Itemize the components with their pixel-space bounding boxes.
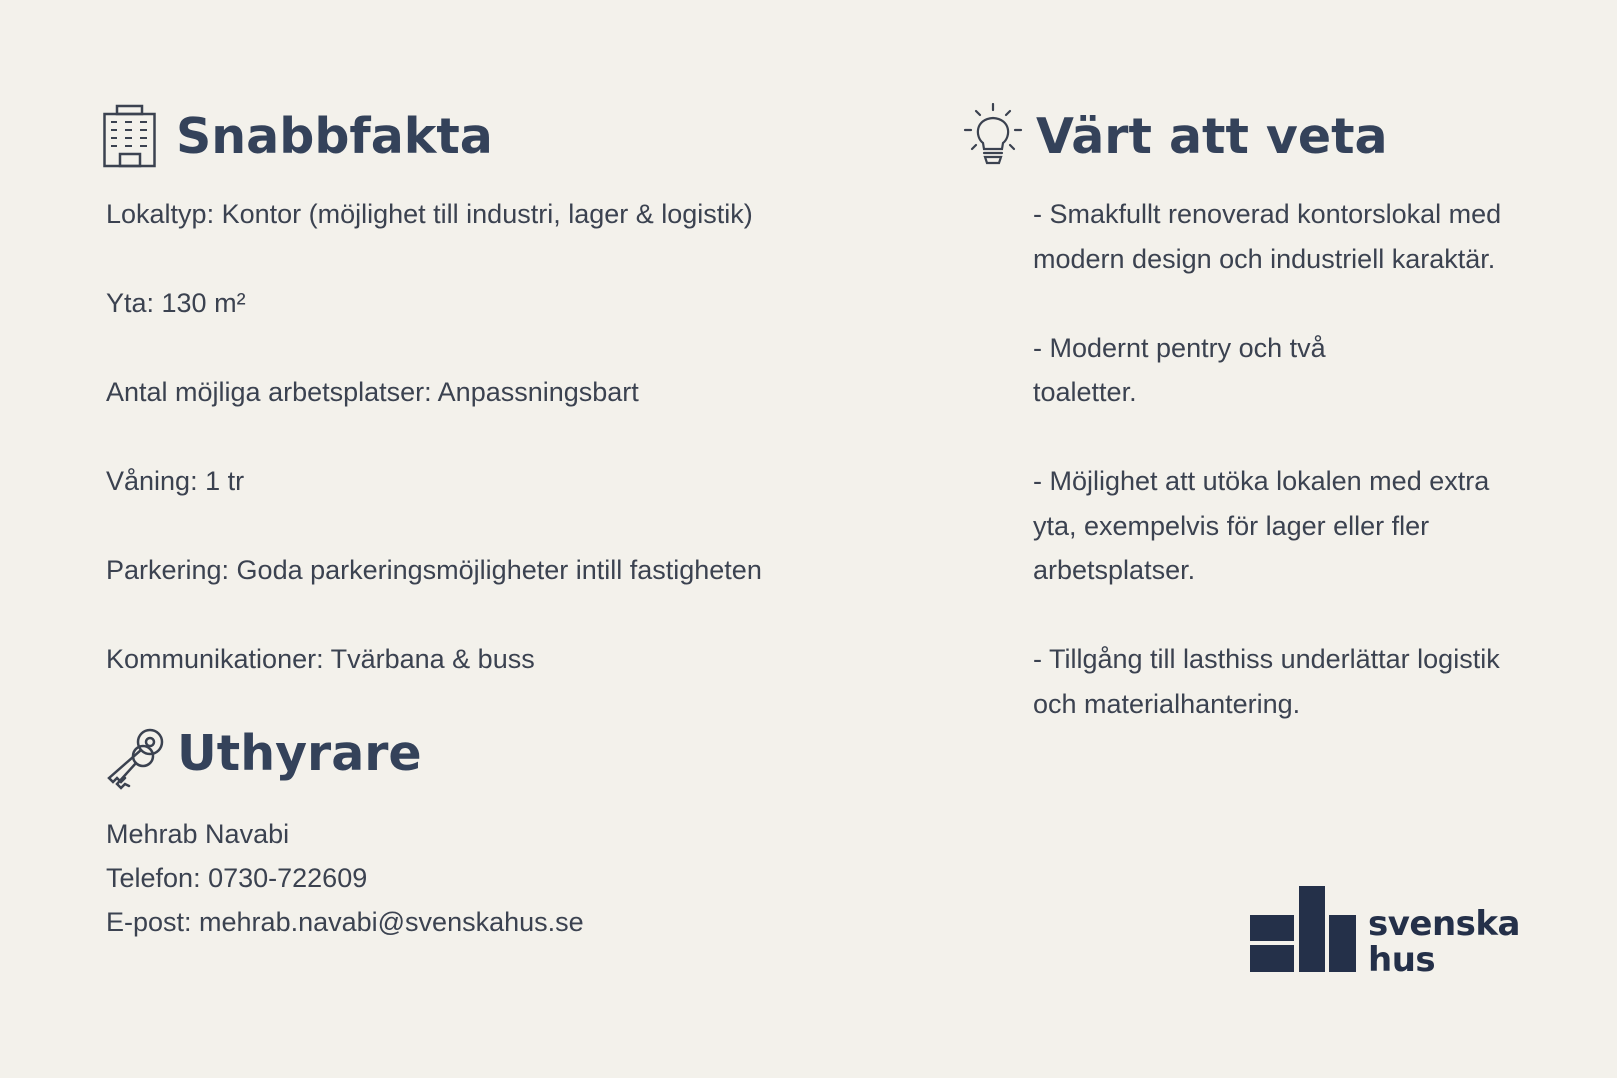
svenska-hus-logo — [1250, 885, 1360, 973]
fact-yta: Yta: 130 m² — [106, 288, 246, 318]
fact-kommunikationer: Kommunikationer: Tvärbana & buss — [106, 644, 535, 674]
good-to-know-list — [1033, 192, 1503, 726]
vart-att-veta-heading: Värt att veta — [1036, 108, 1388, 165]
logo-line1: svenska — [1368, 904, 1520, 944]
fact-parkering: Parkering: Goda parkeringsmöjligheter intill fastigheten — [106, 555, 762, 585]
snabbfakta-heading: Snabbfakta — [176, 108, 493, 165]
landlord-name: Mehrab Navabi — [106, 819, 290, 849]
fact-vaning: Våning: 1 tr — [106, 466, 245, 496]
list-item: - Modernt pentry och två toaletter. — [1033, 332, 1326, 407]
fact-arbetsplatser: Antal möjliga arbetsplatser: Anpassningsbart — [106, 377, 639, 407]
keys-icon — [103, 726, 167, 790]
lightbulb-icon — [963, 103, 1023, 169]
fact-lokaltyp: Lokaltyp: Kontor (möjlighet till industri, lager & logistik) — [106, 199, 753, 229]
list-item: - Smakfullt renoverad kontorslokal med modern design och industriell karaktär. — [1033, 199, 1502, 274]
list-item: - Möjlighet att utöka lokalen med extra yta, exempelvis för lager eller fler arbetsplatser. — [1033, 466, 1490, 585]
logo-text — [1368, 906, 1520, 978]
logo-line2: hus — [1368, 940, 1436, 980]
list-item: - Tillgång till lasthiss underlättar logistik och materialhantering. — [1033, 644, 1500, 719]
building-icon — [103, 104, 157, 168]
uthyrare-heading: Uthyrare — [177, 725, 422, 782]
landlord-email[interactable]: E-post: mehrab.navabi@svenskahus.se — [106, 907, 584, 937]
landlord-phone[interactable]: Telefon: 0730-722609 — [106, 863, 368, 893]
